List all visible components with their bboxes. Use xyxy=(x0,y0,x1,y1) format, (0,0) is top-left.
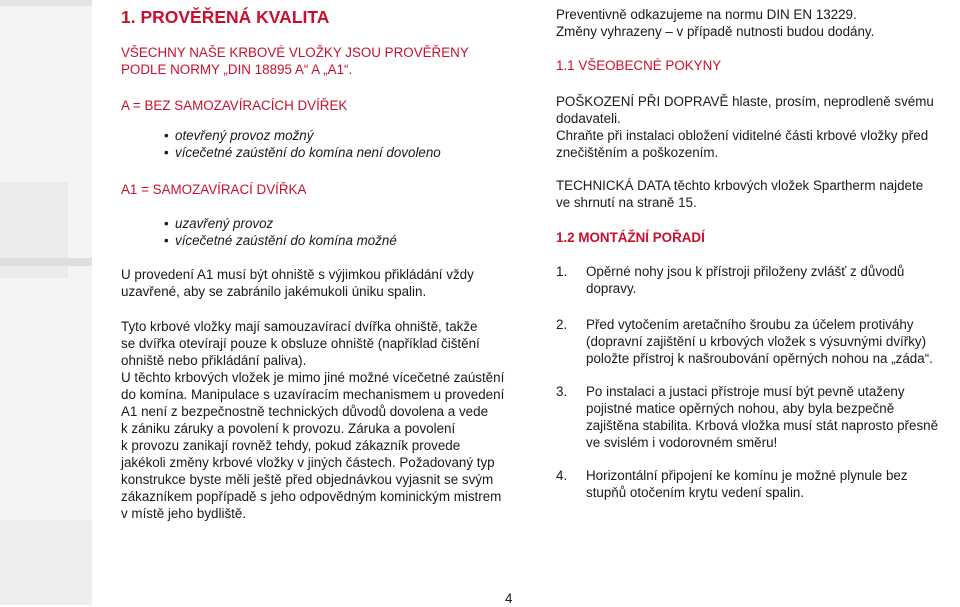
technical-data-note: TECHNICKÁ DATA těchto krbových vložek Spartherm najdete ve shrnutí na straně 15. xyxy=(556,178,924,210)
list-item: 2. Před vytočením aretačního šroubu za účelem protiváhy (dopravní zajištění u krbových vložek s výsuvnými dvířky) položte přístroj k našroubování opěrných nohou na „záda“. xyxy=(556,317,933,366)
list-item: • otevřený provoz možný xyxy=(175,127,441,144)
norm-intro: Preventivně odkazujeme na normu DIN EN 13229. Změny vyhrazeny – v případě nutnosti budou dodány. xyxy=(556,7,875,39)
type-a-list xyxy=(175,127,441,161)
list-item: 1. Opěrné nohy jsou k přístroji přiloženy zvlášť z důvodů dopravy. xyxy=(556,264,905,296)
assembly-step-2 xyxy=(556,316,956,367)
assembly-step-4 xyxy=(556,467,956,501)
photo-frame-top xyxy=(0,0,92,6)
section-title: 1. PROVĚŘENÁ KVALITA xyxy=(121,7,330,27)
list-item: • vícečetné zaústění do komína není dovoleno xyxy=(175,144,441,161)
type-a1-heading: A1 = SAMOZAVÍRACÍ DVÍŘKA xyxy=(121,182,307,197)
page-number: 4 xyxy=(505,591,513,606)
transport-damage-note: POŠKOZENÍ PŘI DOPRAVĚ hlaste, prosím, neprodleně svému dodavateli. Chraňte při instalaci obložení viditelné části krbové vložky před znečištěním a poškozením. xyxy=(556,94,934,160)
type-a-heading: A = BEZ SAMOZAVÍRACÍCH DVÍŘEK xyxy=(121,98,348,113)
list-item: 4. Horizontální připojení ke komínu je možné plynule bez stupňů otočením krytu vedení spalin. xyxy=(556,468,908,500)
assembly-step-1 xyxy=(556,263,956,297)
assembly-heading: 1.2 MONTÁŽNÍ POŘADÍ xyxy=(556,230,705,245)
general-notes-heading: 1.1 VŠEOBECNÉ POKYNY xyxy=(556,58,722,73)
a1-paragraph: U provedení A1 musí být ohniště s výjimkou přikládání vždy uzavřené, aby se zabránilo jakémukoli úniku spalin. xyxy=(121,267,474,299)
type-a1-list xyxy=(175,215,397,249)
assembly-step-3 xyxy=(556,383,956,451)
photo-base xyxy=(0,520,92,605)
list-item: 3. Po instalaci a justaci přístroje musí být pevně utaženy pojistné matice opěrných nohou, aby byla bezpečně zajištěna stabilita. Krbová vložka musí stát naprosto přesně ve svislém i vodorovném směru! xyxy=(556,384,939,450)
photo-rail xyxy=(0,258,92,266)
list-item: • uzavřený provoz xyxy=(175,215,397,232)
fireplace-photo-strip xyxy=(0,0,92,605)
quality-caption: VŠECHNY NAŠE KRBOVÉ VLOŽKY JSOU PROVĚŘENY PODLE NORMY „DIN 18895 A“ A „A1“. xyxy=(121,45,469,77)
list-item: • vícečetné zaústění do komína možné xyxy=(175,232,397,249)
self-closing-paragraph: Tyto krbové vložky mají samouzavírací dvířka ohniště, takže se dvířka otevírají pouze k obsluze ohniště (například čištění ohniště nebo přikládání paliva). U těchto krbových vložek je mimo jiné možné vícečetné zaústění do komína. Manipulace s uzavíracím mechanismem u provedení A1 není z bezpečnostně technických důvodů dovolena a vede k zániku záruky a povolení k provozu. Záruka a povolení k provozu zanikají rovněž tehdy, pokud zákazník provede jakékoli změny krbové vložky v jiných částech. Požadovaný typ konstrukce byste měli ještě před objednávkou vyjasnit se svým zákazníkem popřípadě s jeho odpovědným kominickým mistrem v místě jeho bydliště. xyxy=(121,319,505,521)
